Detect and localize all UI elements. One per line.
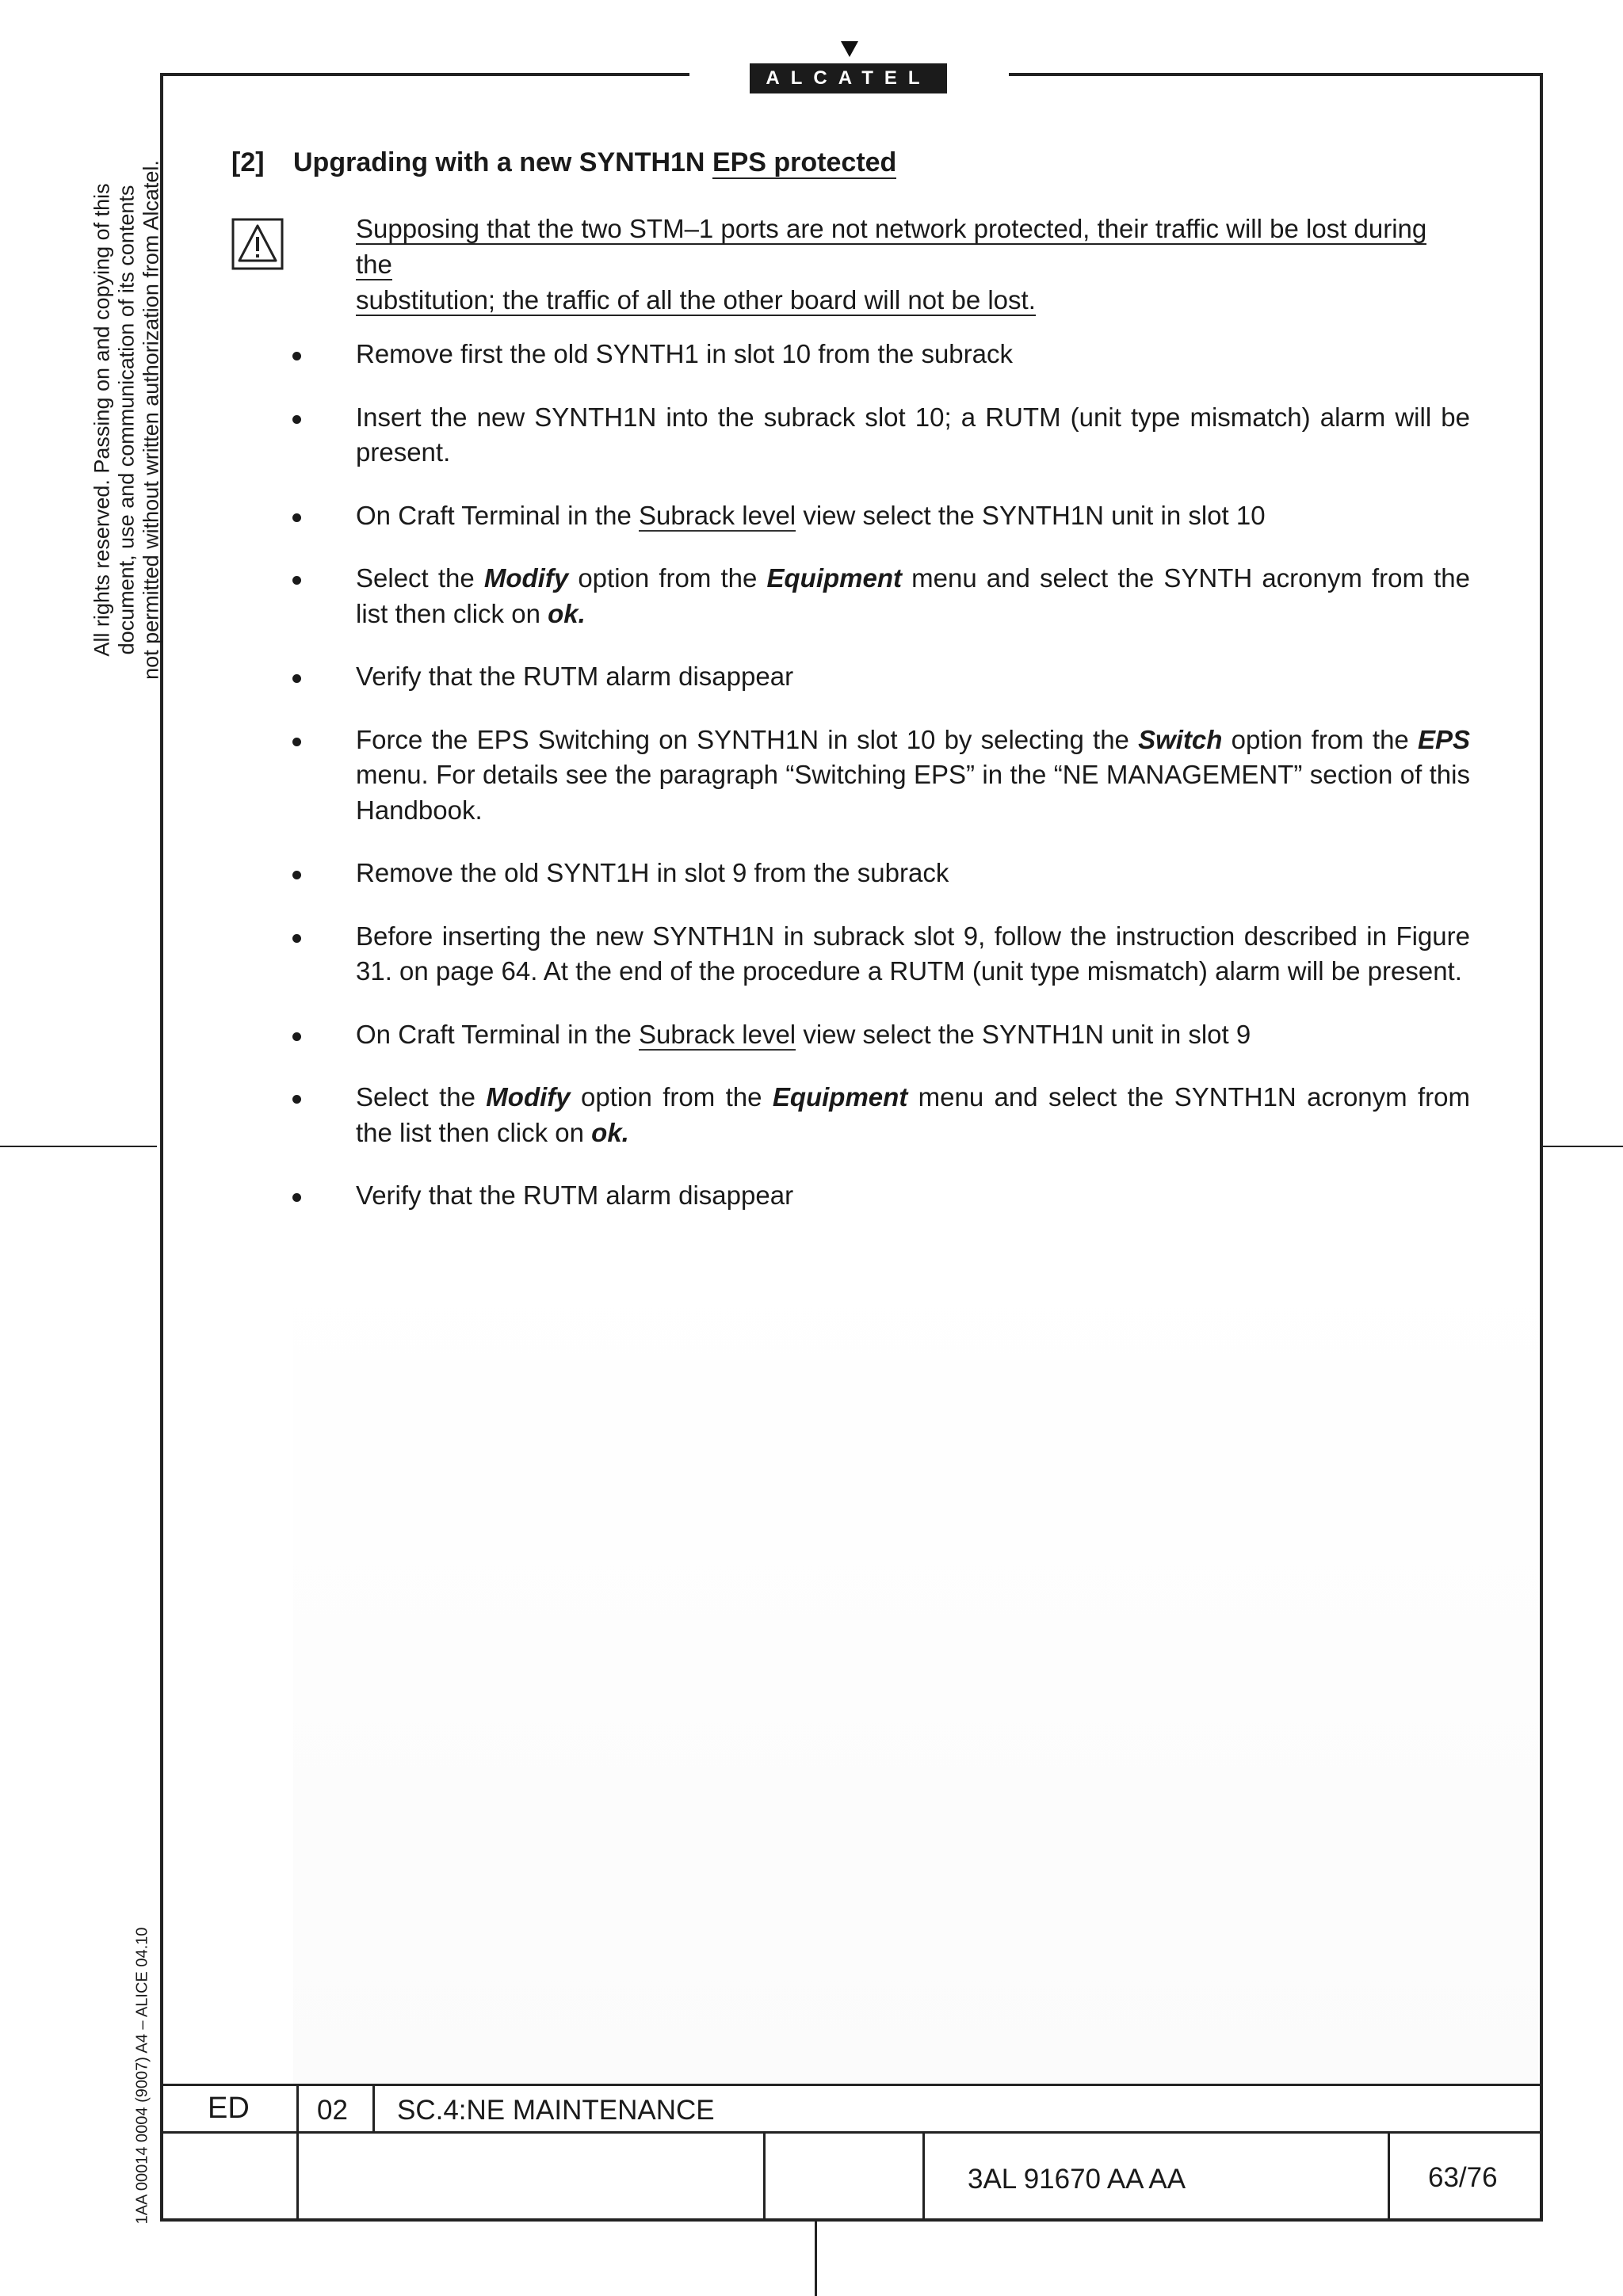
section-number: [2]	[231, 147, 265, 177]
equipment-term: Equipment	[772, 1082, 908, 1112]
document-number: 3AL 91670 AA AA	[968, 2164, 1186, 2195]
step-text: Remove the old SYNT1H in slot 9 from the subrack	[356, 858, 949, 887]
procedure-steps	[356, 337, 1470, 1241]
step-text: Select the	[356, 1082, 487, 1112]
subrack-level-term: Subrack level	[639, 1019, 796, 1049]
list-item	[356, 659, 1470, 695]
step-text: On Craft Terminal in the	[356, 1019, 640, 1049]
footer-divider	[1388, 2131, 1390, 2220]
fold-mark-left	[0, 1146, 157, 1147]
list-item	[356, 723, 1470, 829]
logo-triangle-icon	[841, 41, 858, 57]
section-title: Upgrading with a new SYNTH1N	[293, 147, 712, 177]
footer-divider	[763, 2131, 766, 2220]
subrack-level-term: Subrack level	[639, 500, 796, 530]
fold-mark-right	[1543, 1146, 1623, 1147]
eps-term: EPS	[1417, 724, 1470, 754]
warning-note	[356, 211, 1470, 318]
frame-bottom	[160, 2218, 1543, 2222]
list-item	[356, 1080, 1470, 1150]
frame-top-right	[1009, 73, 1543, 76]
rights-line: not permitted without written authorization from Alcatel.	[139, 160, 163, 680]
step-text: option from the	[568, 563, 767, 593]
section-title-underlined: EPS protected	[712, 147, 897, 177]
section-name: SC.4:NE MAINTENANCE	[397, 2095, 715, 2126]
rights-line: All rights reserved. Passing on and copying of this	[90, 183, 114, 657]
step-text: menu and select the SYNTH acronym from the list then click on	[356, 563, 1470, 628]
step-text: option from the	[570, 1082, 773, 1112]
warning-triangle-icon	[231, 218, 284, 270]
step-text: view select the SYNTH1N unit in slot 9	[796, 1019, 1251, 1049]
ok-term: ok.	[591, 1117, 629, 1147]
list-item	[356, 561, 1470, 631]
switch-term: Switch	[1138, 724, 1223, 754]
step-text: On Craft Terminal in the	[356, 500, 640, 530]
footer-divider	[922, 2131, 925, 2220]
footer-rule	[160, 2131, 1543, 2134]
section-heading	[231, 147, 896, 178]
equipment-term: Equipment	[766, 563, 902, 593]
step-text: menu and select the SYNTH1N acronym from the list then click on	[356, 1082, 1470, 1147]
modify-term: Modify	[486, 1082, 571, 1112]
frame-top-left	[160, 73, 689, 76]
alcatel-logo: ALCATEL	[750, 63, 947, 93]
list-item	[356, 1178, 1470, 1214]
list-item	[356, 400, 1470, 471]
fold-mark-bottom	[815, 2222, 817, 2296]
footer-rule	[160, 2084, 1543, 2086]
step-text: Before inserting the new SYNTH1N in subrack slot 9, follow the instruction described in Figure 31. on page 64. At the end of the procedure a RUTM (unit type mismatch) alarm will be present.	[356, 921, 1470, 986]
step-text: Force the EPS Switching on SYNTH1N in slot 10 by selecting the	[356, 724, 1139, 754]
list-item	[356, 919, 1470, 990]
rights-line: document, use and communication of its contents	[114, 185, 139, 655]
step-text: option from the	[1222, 724, 1418, 754]
frame-right	[1540, 73, 1543, 2222]
list-item	[356, 1017, 1470, 1053]
step-text: Insert the new SYNTH1N into the subrack slot 10; a RUTM (unit type mismatch) alarm will be present.	[356, 402, 1470, 467]
page-number: 63/76	[1428, 2162, 1498, 2193]
footer-divider	[372, 2084, 375, 2133]
step-text: Select the	[356, 563, 484, 593]
list-item	[356, 498, 1470, 534]
edition-label: ED	[208, 2092, 250, 2125]
step-text: menu. For details see the paragraph “Switching EPS” in the “NE MANAGEMENT” section of this Handbook.	[356, 760, 1470, 825]
step-text: Remove first the old SYNTH1 in slot 10 from the subrack	[356, 339, 1013, 368]
warning-line: Supposing that the two STM–1 ports are not network protected, their traffic will be lost during the	[356, 214, 1427, 279]
ok-term: ok.	[548, 598, 586, 628]
step-text: Verify that the RUTM alarm disappear	[356, 662, 794, 691]
step-text: view select the SYNTH1N unit in slot 10	[796, 500, 1266, 530]
modify-term: Modify	[483, 563, 569, 593]
warning-line: substitution; the traffic of all the other board will not be lost.	[356, 285, 1036, 315]
step-text: Verify that the RUTM alarm disappear	[356, 1180, 794, 1210]
document-code: 1AA 00014 0004 (9007) A4 – ALICE 04.10	[133, 1927, 151, 2225]
list-item	[356, 337, 1470, 372]
list-item	[356, 856, 1470, 891]
footer-divider	[296, 2084, 299, 2220]
content-background	[293, 1252, 1538, 2084]
edition-value: 02	[317, 2095, 348, 2126]
rights-notice	[90, 119, 164, 721]
